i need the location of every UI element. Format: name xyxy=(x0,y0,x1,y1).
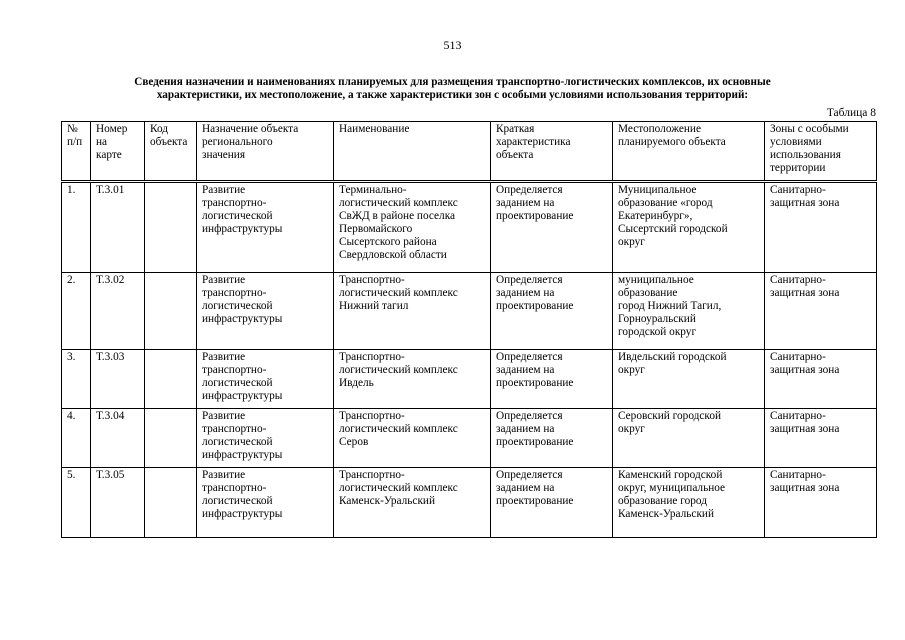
header-cell-zones: Зоны с особыми условиями использования территории xyxy=(765,122,877,182)
cell-number: 2. xyxy=(62,273,91,350)
cell-characteristic: Определяется заданием на проектирование xyxy=(491,409,613,468)
cell-location: Каменский городской округ, муниципальное образование город Каменск-Уральский xyxy=(613,468,765,538)
cell-number: 4. xyxy=(62,409,91,468)
cell-location: муниципальное образование город Нижний Тагил, Горноуральский городской округ xyxy=(613,273,765,350)
cell-characteristic: Определяется заданием на проектирование xyxy=(491,350,613,409)
cell-location: Муниципальное образование «город Екатеринбург», Сысертский городской округ xyxy=(613,182,765,273)
cell-object-code xyxy=(145,273,197,350)
cell-number: 3. xyxy=(62,350,91,409)
table-row xyxy=(62,409,877,468)
cell-name: Транспортно- логистический комплекс Серов xyxy=(334,409,491,468)
cell-map-number: Т.3.02 xyxy=(91,273,145,350)
cell-location: Серовский городской округ xyxy=(613,409,765,468)
cell-purpose: Развитие транспортно- логистической инфраструктуры xyxy=(197,182,334,273)
table-row xyxy=(62,273,877,350)
table-row xyxy=(62,468,877,538)
cell-zones: Санитарно- защитная зона xyxy=(765,350,877,409)
table-caption: Таблица 8 xyxy=(826,107,876,119)
table-row xyxy=(62,350,877,409)
header-cell-purpose: Назначение объекта регионального значения xyxy=(197,122,334,182)
table-row xyxy=(62,182,877,273)
header-cell-object-code: Код объекта xyxy=(145,122,197,182)
cell-number: 1. xyxy=(62,182,91,273)
cell-map-number: Т.3.01 xyxy=(91,182,145,273)
cell-zones: Санитарно- защитная зона xyxy=(765,468,877,538)
table-header-row xyxy=(62,122,877,182)
cell-map-number: Т.3.04 xyxy=(91,409,145,468)
cell-object-code xyxy=(145,350,197,409)
header-cell-name: Наименование xyxy=(334,122,491,182)
cell-zones: Санитарно- защитная зона xyxy=(765,273,877,350)
cell-characteristic: Определяется заданием на проектирование xyxy=(491,468,613,538)
header-cell-map-number: Номер на карте xyxy=(91,122,145,182)
objects-table xyxy=(61,121,877,538)
cell-number: 5. xyxy=(62,468,91,538)
cell-characteristic: Определяется заданием на проектирование xyxy=(491,273,613,350)
cell-name: Транспортно- логистический комплекс Ивдель xyxy=(334,350,491,409)
cell-purpose: Развитие транспортно- логистической инфраструктуры xyxy=(197,409,334,468)
cell-zones: Санитарно- защитная зона xyxy=(765,409,877,468)
cell-map-number: Т.3.05 xyxy=(91,468,145,538)
document-title: Сведения назначении и наименованиях планируемых для размещения транспортно-логистических комплексов, их основные характеристики, их местоположение, а также характеристики зон с особыми условиями использования территорий: xyxy=(134,76,771,101)
cell-characteristic: Определяется заданием на проектирование xyxy=(491,182,613,273)
cell-name: Транспортно- логистический комплекс Нижний тагил xyxy=(334,273,491,350)
cell-location: Ивдельский городской округ xyxy=(613,350,765,409)
cell-zones: Санитарно- защитная зона xyxy=(765,182,877,273)
page-number: 513 xyxy=(443,38,462,52)
header-cell-number: № п/п xyxy=(62,122,91,182)
header-cell-characteristic: Краткая характеристика объекта xyxy=(491,122,613,182)
cell-object-code xyxy=(145,182,197,273)
cell-map-number: Т.3.03 xyxy=(91,350,145,409)
header-cell-location: Местоположение планируемого объекта xyxy=(613,122,765,182)
cell-name: Транспортно- логистический комплекс Каменск-Уральский xyxy=(334,468,491,538)
cell-object-code xyxy=(145,409,197,468)
cell-object-code xyxy=(145,468,197,538)
cell-purpose: Развитие транспортно- логистической инфраструктуры xyxy=(197,273,334,350)
cell-purpose: Развитие транспортно- логистической инфраструктуры xyxy=(197,468,334,538)
cell-name: Терминально- логистический комплекс СвЖД в районе поселка Первомайского Сысертского района Свердловской области xyxy=(334,182,491,273)
cell-purpose: Развитие транспортно- логистической инфраструктуры xyxy=(197,350,334,409)
